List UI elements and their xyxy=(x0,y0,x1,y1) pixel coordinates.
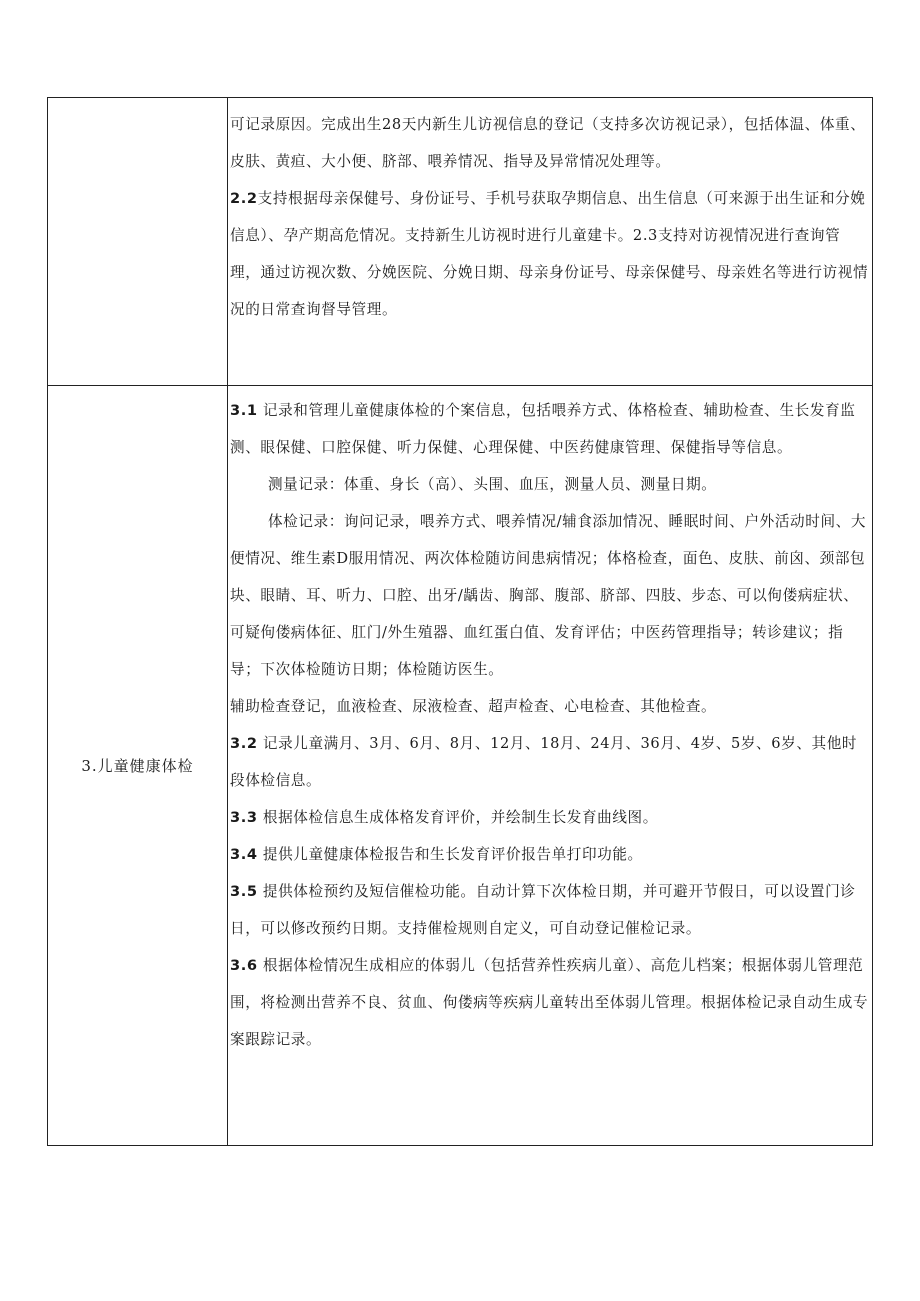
paragraph xyxy=(230,503,870,688)
row2-label: 3.儿童健康体检 xyxy=(81,757,194,775)
row2-content xyxy=(228,386,872,1058)
paragraph-text: 体检记录：询问记录，喂养方式、喂养情况/辅食添加情况、睡眠时间、户外活动时间、大便情况、维生素D服用情况、两次体检随访间患病情况；体格检查，面色、皮肤、前囟、颈部包块、眼睛、耳、听力、口腔、出牙/龋齿、胸部、腹部、脐部、四肢、步态、可以佝偻病症状、可疑佝偻病体征、肛门/外生殖器、血红蛋白值、发育评估；中医药管理指导；转诊建议；指导；下次体检随访日期；体检随访医生。 xyxy=(230,513,867,678)
clause-number: 3.3 xyxy=(230,809,258,826)
paragraph xyxy=(230,688,870,725)
paragraph-text: 记录儿童满月、3月、6月、8月、12月、18月、24月、36月、4岁、5岁、6岁、其他时段体检信息。 xyxy=(230,735,858,789)
paragraph xyxy=(230,466,870,503)
row1-label-cell xyxy=(48,98,228,386)
row2-label-cell xyxy=(48,386,228,1146)
paragraph xyxy=(230,873,870,947)
clause-number: 3.6 xyxy=(230,957,258,974)
paragraph xyxy=(230,836,870,873)
table-row-child-health-check xyxy=(48,386,873,1146)
paragraph-text: 根据体检情况生成相应的体弱儿（包括营养性疾病儿童）、高危儿档案；根据体弱儿管理范围，将检测出营养不良、贫血、佝偻病等疾病儿童转出至体弱儿管理。根据体检记录自动生成专案跟踪记录。 xyxy=(230,957,869,1048)
paragraph-text: 测量记录：体重、身长（高）、头围、血压，测量人员、测量日期。 xyxy=(267,476,717,493)
clause-number: 2.2 xyxy=(230,190,258,207)
paragraph xyxy=(230,180,870,328)
paragraph-text: 提供体检预约及短信催检功能。自动计算下次体检日期，并可避开节假日，可以设置门诊日，可以修改预约日期。支持催检规则自定义，可自动登记催检记录。 xyxy=(230,883,856,937)
clause-number: 3.2 xyxy=(230,735,258,752)
paragraph xyxy=(230,392,870,466)
paragraph xyxy=(230,725,870,799)
paragraph-text: 辅助检查登记，血液检查、尿液检查、超声检查、心电检查、其他检查。 xyxy=(230,698,717,715)
paragraph xyxy=(230,799,870,836)
row1-content xyxy=(228,98,872,328)
requirements-table xyxy=(47,97,873,1146)
row1-content-cell xyxy=(228,98,873,386)
clause-number: 3.5 xyxy=(230,883,258,900)
table-row-newborn-visit xyxy=(48,98,873,386)
paragraph-text: 提供儿童健康体检报告和生长发育评价报告单打印功能。 xyxy=(257,846,643,863)
paragraph-text: 根据体检信息生成体格发育评价，并绘制生长发育曲线图。 xyxy=(257,809,658,826)
paragraph-text: 记录和管理儿童健康体检的个案信息，包括喂养方式、体格检查、辅助检查、生长发育监测、眼保健、口腔保健、听力保健、心理保健、中医药健康管理、保健指导等信息。 xyxy=(230,402,856,456)
row2-content-cell xyxy=(228,386,873,1146)
clause-number: 3.1 xyxy=(230,402,258,419)
paragraph-text: 支持根据母亲保健号、身份证号、手机号获取孕期信息、出生信息（可来源于出生证和分娩信息）、孕产期高危情况。支持新生儿访视时进行儿童建卡。2.3支持对访视情况进行查询管理，通过访视次数、分娩医院、分娩日期、母亲身份证号、母亲保健号、母亲姓名等进行访视情况的日常查询督导管理。 xyxy=(230,190,869,318)
clause-number: 3.4 xyxy=(230,846,258,863)
paragraph xyxy=(230,106,870,180)
paragraph xyxy=(230,947,870,1058)
paragraph-text: 可记录原因。完成出生28天内新生儿访视信息的登记（支持多次访视记录），包括体温、体重、皮肤、黄疸、大小便、脐部、喂养情况、指导及异常情况处理等。 xyxy=(230,116,866,170)
